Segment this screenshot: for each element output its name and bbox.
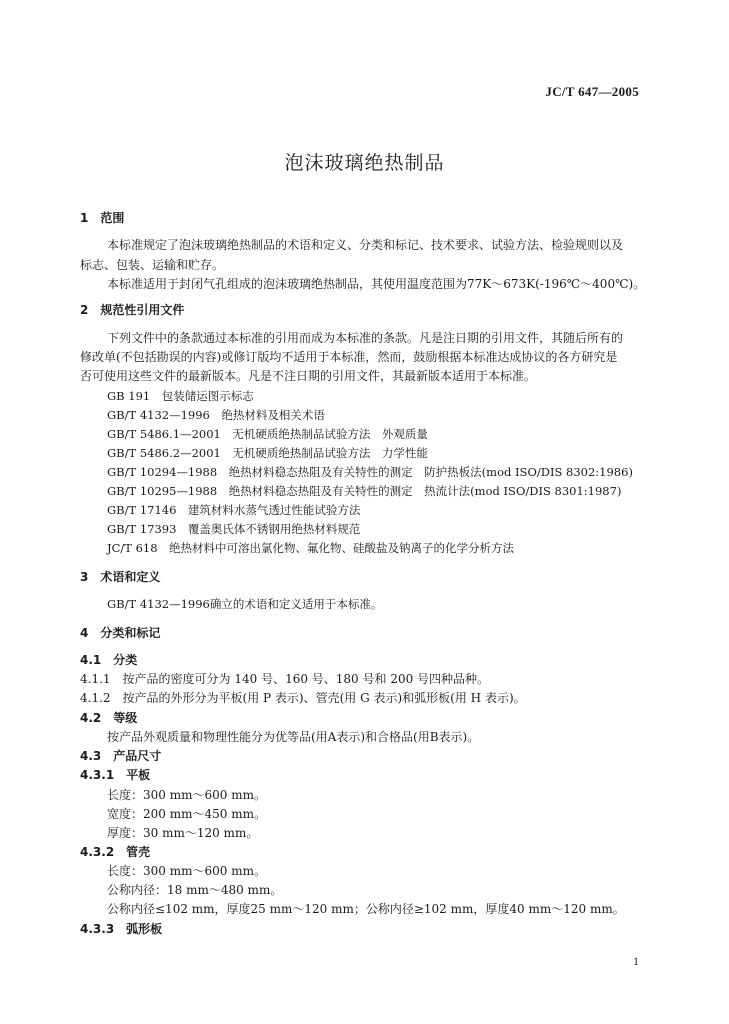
reference-item: GB/T 5486.2—2001 无机硬质绝热制品试验方法 力学性能 (107, 446, 428, 460)
clause-heading: 4.2 等级 (80, 711, 138, 725)
list-item: 公称内径≤102 mm，厚度25 mm～120 mm；公称内径≥102 mm，厚度40 mm～120 mm。 (107, 902, 625, 916)
reference-item: GB/T 4132—1996 绝热材料及相关术语 (107, 408, 325, 422)
section-heading-terms: 3 术语和定义 (80, 570, 161, 584)
reference-item: JC/T 618 绝热材料中可溶出氯化物、氟化物、硅酸盐及钠离子的化学分析方法 (107, 541, 515, 555)
clause-heading: 4.3.3 弧形板 (80, 922, 163, 936)
paragraph-line: 修改单(不包括勘误的内容)或修订版均不适用于本标准，然而，鼓励根据本标准达成协议的各方研究是 (80, 350, 618, 364)
clause-heading: 4.3 产品尺寸 (80, 749, 162, 763)
section-heading-classification: 4 分类和标记 (80, 626, 161, 640)
paragraph-line: GB/T 4132—1996确立的术语和定义适用于本标准。 (107, 597, 383, 611)
list-item: 宽度：200 mm～450 mm。 (107, 807, 266, 821)
reference-item: GB 191 包装储运图示标志 (107, 389, 254, 403)
reference-item: GB/T 10294—1988 绝热材料稳态热阻及有关特性的测定 防护热板法(mod ISO/DIS 8302:1986) (107, 465, 633, 479)
reference-item: GB/T 10295—1988 绝热材料稳态热阻及有关特性的测定 热流计法(mod ISO/DIS 8301:1987) (107, 484, 622, 498)
list-item: 长度：300 mm～600 mm。 (107, 788, 266, 802)
reference-item: GB/T 5486.1—2001 无机硬质绝热制品试验方法 外观质量 (107, 427, 428, 441)
page-number: 1 (633, 954, 639, 968)
reference-item: GB/T 17393 覆盖奥氏体不锈钢用绝热材料规范 (107, 522, 361, 536)
clause-heading: 4.1 分类 (80, 653, 138, 667)
list-item: 厚度：30 mm～120 mm。 (107, 826, 259, 840)
paragraph-line: 本标准适用于封闭气孔组成的泡沫玻璃绝热制品，其使用温度范围为77K～673K(-196℃～400℃)。 (107, 277, 646, 291)
section-heading-normative-references: 2 规范性引用文件 (80, 303, 185, 317)
list-item: 长度：300 mm～600 mm。 (107, 864, 266, 878)
clause-heading: 4.3.1 平板 (80, 768, 151, 782)
paragraph-line: 按产品外观质量和物理性能分为优等品(用A表示)和合格品(用B表示)。 (107, 730, 480, 744)
section-heading-scope: 1 范围 (80, 211, 125, 225)
list-item: 公称内径：18 mm～480 mm。 (107, 883, 283, 897)
standard-code: JC/T 647—2005 (545, 84, 639, 99)
paragraph-line: 标志、包装、运输和贮存。 (80, 258, 225, 272)
paragraph-line: 本标准规定了泡沫玻璃绝热制品的术语和定义、分类和标记、技术要求、试验方法、检验规则以及 (107, 238, 624, 252)
reference-item: GB/T 17146 建筑材料水蒸气透过性能试验方法 (107, 503, 361, 517)
paragraph-line: 否可使用这些文件的最新版本。凡是不注日期的引用文件，其最新版本适用于本标准。 (80, 369, 537, 383)
paragraph-line: 下列文件中的条款通过本标准的引用而成为本标准的条款。凡是注日期的引用文件，其随后所有的 (107, 331, 624, 345)
document-title: 泡沫玻璃绝热制品 (284, 152, 445, 174)
clause-heading: 4.3.2 管壳 (80, 845, 151, 859)
clause-text: 4.1.2 按产品的外形分为平板(用 P 表示)、管壳(用 G 表示)和弧形板(用 H 表示)。 (80, 691, 526, 705)
clause-text: 4.1.1 按产品的密度可分为 140 号、160 号、180 号和 200 号四种品种。 (80, 672, 490, 686)
